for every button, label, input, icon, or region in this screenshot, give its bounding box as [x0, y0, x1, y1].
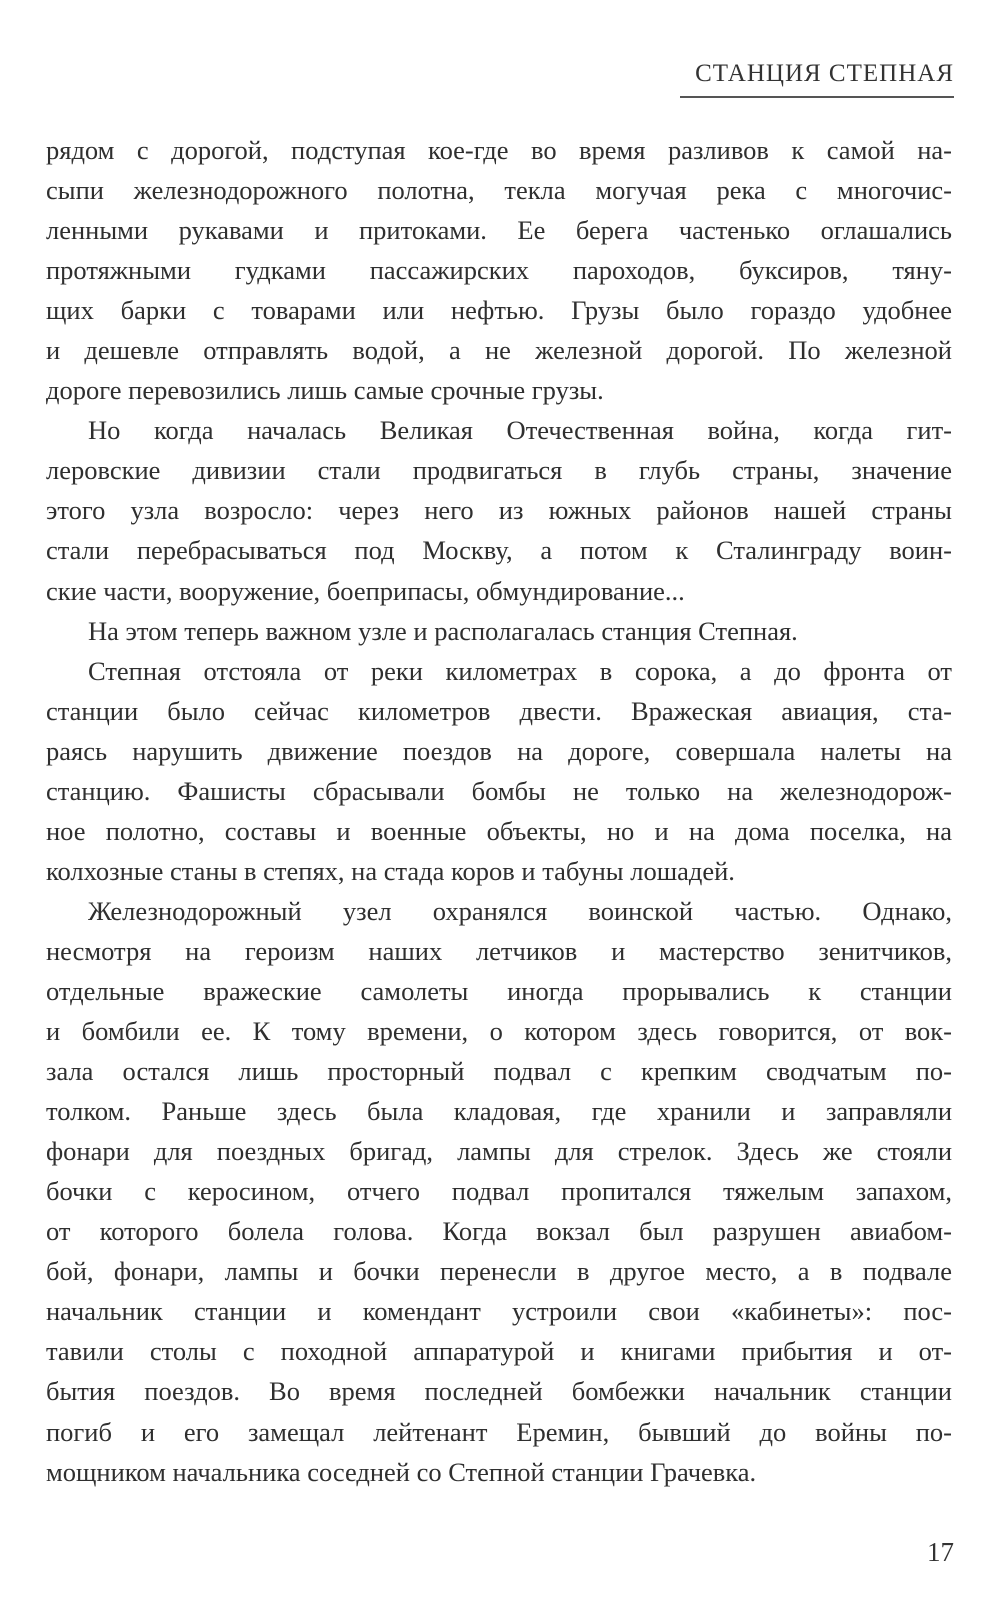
text-line: Но когда началась Великая Отечественная война, когда гит- — [88, 415, 952, 446]
text-line: бытия поездов. Во время последней бомбежки начальник станции — [46, 1376, 952, 1407]
running-head: СТАНЦИЯ СТЕПНАЯ — [695, 60, 954, 87]
text-line: зала остался лишь просторный подвал с крепким сводчатым по- — [46, 1056, 952, 1087]
text-line: станцию. Фашисты сбрасывали бомбы не только на железнодорож- — [46, 775, 952, 806]
header-rule — [680, 96, 954, 98]
text-line: ленными рукавами и притоками. Ее берега частенько оглашались — [46, 215, 952, 246]
text-line: фонари для поездных бригад, лампы для стрелок. Здесь же стояли — [46, 1136, 952, 1167]
body-text — [46, 130, 952, 1492]
text-line: от которого болела голова. Когда вокзал был разрушен авиабом- — [46, 1216, 952, 1247]
text-line: раясь нарушить движение поездов на дороге, совершала налеты на — [46, 735, 952, 766]
text-line: начальник станции и комендант устроили свои «кабинеты»: пос- — [46, 1296, 952, 1327]
text-line: рядом с дорогой, подступая кое-где во время разливов к самой на- — [46, 135, 952, 165]
text-line: ное полотно, составы и военные объекты, но и на дома поселка, на — [46, 815, 952, 846]
text-line: несмотря на героизм наших летчиков и мастерство зенитчиков, — [46, 935, 952, 966]
text-line: отдельные вражеские самолеты иногда прорывались к станции — [46, 975, 952, 1006]
text-line: щих барки с товарами или нефтью. Грузы было гораздо удобнее — [46, 295, 952, 326]
text-line: и дешевле отправлять водой, а не железной дорогой. По железной — [46, 335, 952, 366]
text-line: погиб и его замещал лейтенант Еремин, бывший до войны по- — [46, 1416, 952, 1447]
text-line: тавили столы с походной аппаратурой и книгами прибытия и от- — [46, 1336, 952, 1367]
text-line: Железнодорожный узел охранялся воинской частью. Однако, — [88, 895, 952, 926]
text-line: бочки с керосином, отчего подвал пропитался тяжелым запахом, — [46, 1176, 952, 1207]
text-line: леровские дивизии стали продвигаться в глубь страны, значение — [46, 455, 952, 486]
text-line: протяжными гудками пассажирских пароходов, буксиров, тяну- — [46, 255, 952, 286]
text-line: дороге перевозились лишь самые срочные грузы. — [46, 375, 604, 406]
text-line: станции было сейчас километров двести. Вражеская авиация, ста- — [46, 695, 952, 726]
text-line: стали перебрасываться под Москву, а потом к Сталинграду воин- — [46, 535, 952, 566]
text-line: ские части, вооружение, боеприпасы, обмундирование... — [46, 575, 685, 606]
page-number: 17 — [927, 1537, 954, 1567]
text-line: и бомбили ее. К тому времени, о котором здесь говорится, от вок- — [46, 1016, 952, 1047]
text-line: этого узла возросло: через него из южных районов нашей страны — [46, 495, 952, 526]
text-line: Степная отстояла от реки километрах в сорока, а до фронта от — [88, 655, 952, 686]
text-line: На этом теперь важном узле и располагалась станция Степная. — [88, 615, 798, 646]
text-line: бой, фонари, лампы и бочки перенесли в другое место, а в подвале — [46, 1256, 952, 1287]
text-line: сыпи железнодорожного полотна, текла могучая река с многочис- — [46, 175, 952, 206]
text-line: мощником начальника соседней со Степной станции Грачевка. — [46, 1456, 757, 1487]
text-line: колхозные станы в степях, на стада коров и табуны лошадей. — [46, 855, 735, 886]
text-line: толком. Раньше здесь была кладовая, где хранили и заправляли — [46, 1096, 952, 1127]
